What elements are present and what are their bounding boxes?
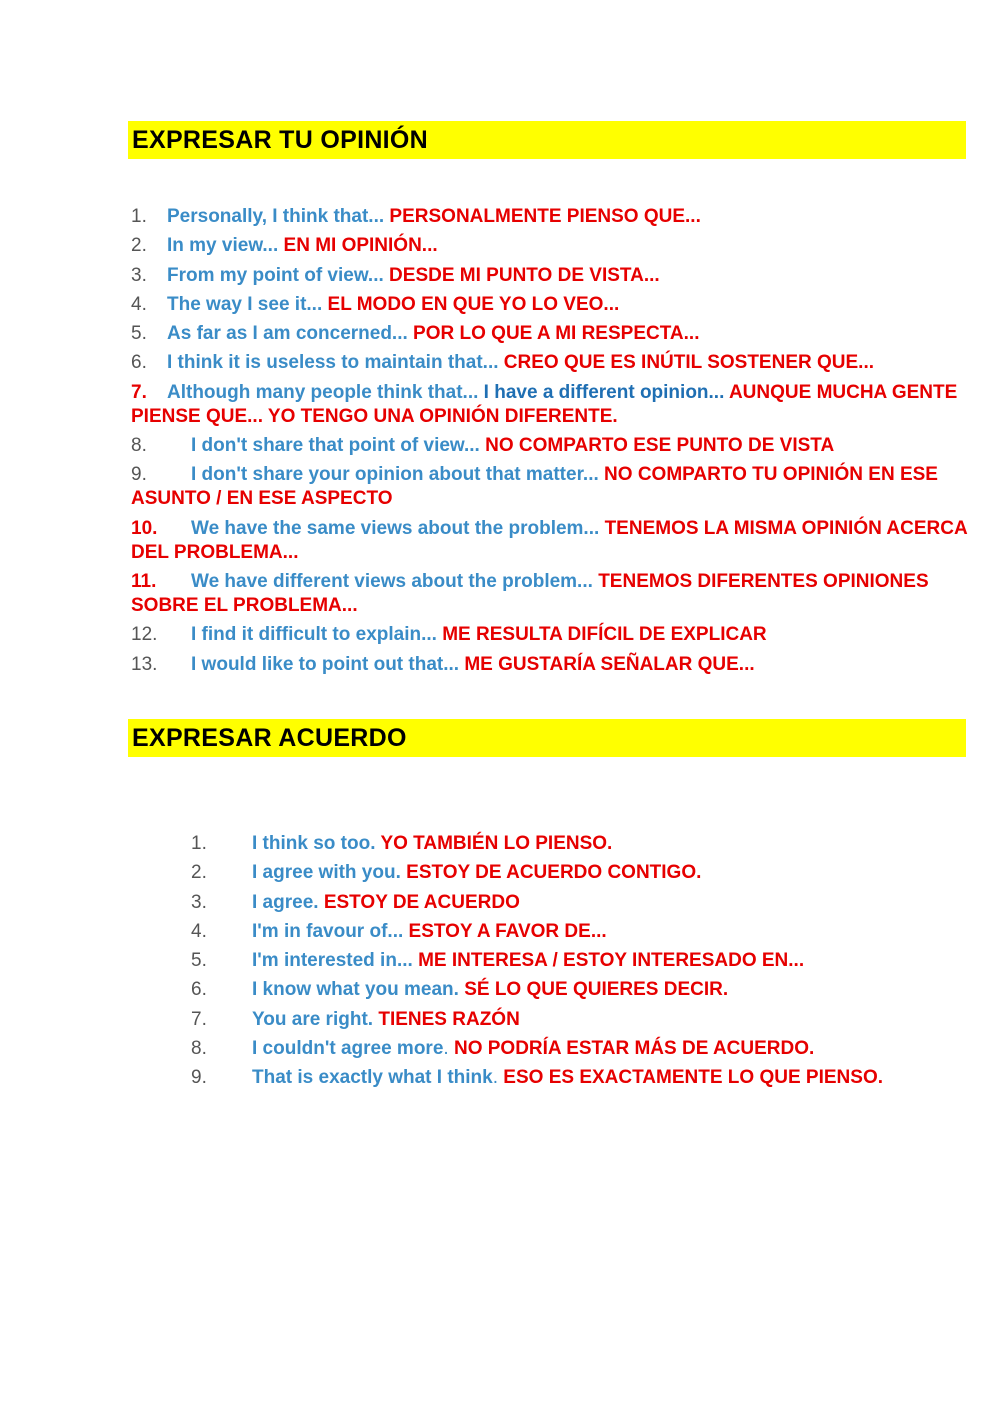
english-phrase: I would like to point out that... xyxy=(191,653,460,675)
item-number: 9. xyxy=(131,464,147,486)
item-number: 10. xyxy=(131,517,158,539)
spanish-translation: AUNQUE MUCHA GENTE PIENSE QUE... YO TENGO UNA OPINIÓN DIFERENTE. xyxy=(131,381,958,427)
item-number: 6. xyxy=(191,979,207,1001)
agreement-list xyxy=(191,832,971,1096)
item-number: 2. xyxy=(131,235,147,257)
opinion-list xyxy=(131,205,971,682)
item-number: 4. xyxy=(191,920,207,942)
list-item xyxy=(131,570,971,618)
spanish-translation: ME RESULTA DIFÍCIL DE EXPLICAR xyxy=(442,624,767,646)
english-phrase: I know what you mean. xyxy=(252,979,459,1001)
english-phrase: I'm interested in... xyxy=(252,950,413,972)
item-number: 2. xyxy=(191,862,207,884)
spanish-translation: CREO QUE ES INÚTIL SOSTENER QUE... xyxy=(503,352,874,374)
list-item xyxy=(131,517,971,565)
section-title-agreement: EXPRESAR ACUERDO xyxy=(128,719,966,757)
list-item xyxy=(131,463,971,511)
spanish-translation: ESO ES EXACTAMENTE LO QUE PIENSO. xyxy=(503,1067,883,1089)
english-phrase: From my point of view... xyxy=(167,264,384,286)
english-phrase: I couldn't agree more xyxy=(252,1038,444,1060)
list-item xyxy=(191,832,971,856)
spanish-translation: TENEMOS LA MISMA OPINIÓN ACERCA DEL PROBLEMA... xyxy=(131,517,967,563)
spanish-translation: YO TAMBIÉN LO PIENSO. xyxy=(380,833,613,854)
item-number: 3. xyxy=(131,264,147,286)
spanish-translation: NO COMPARTO ESE PUNTO DE VISTA xyxy=(485,435,835,457)
english-phrase: You are right. xyxy=(252,1008,374,1030)
english-phrase: I agree with you. xyxy=(252,862,401,884)
list-item xyxy=(191,891,971,915)
english-phrase: Although many people think that... xyxy=(167,381,479,403)
spanish-translation: ESTOY A FAVOR DE... xyxy=(408,920,607,942)
english-phrase: I agree. xyxy=(252,891,319,913)
item-number: 7. xyxy=(191,1008,207,1030)
spanish-translation: TIENES RAZÓN xyxy=(378,1008,520,1030)
spanish-translation: EL MODO EN QUE YO LO VEO... xyxy=(327,293,620,315)
english-phrase: I don't share your opinion about that matter... xyxy=(191,464,599,486)
english-phrase: We have the same views about the problem... xyxy=(191,517,600,539)
list-item xyxy=(131,322,971,346)
item-number: 12. xyxy=(131,624,158,646)
spanish-translation: ESTOY DE ACUERDO CONTIGO. xyxy=(406,862,702,884)
spanish-translation: PERSONALMENTE PIENSO QUE... xyxy=(389,206,701,227)
english-phrase-continued: I have a different opinion... xyxy=(483,381,725,403)
spanish-translation: SÉ LO QUE QUIERES DECIR. xyxy=(464,979,729,1001)
list-item xyxy=(131,653,971,677)
spanish-translation: POR LO QUE A MI RESPECTA... xyxy=(413,323,700,345)
spanish-translation: ME INTERESA / ESTOY INTERESADO EN... xyxy=(418,950,805,972)
english-phrase: I'm in favour of... xyxy=(252,920,404,942)
english-phrase: I don't share that point of view... xyxy=(191,435,480,457)
list-item xyxy=(131,234,971,258)
item-number: 8. xyxy=(191,1038,207,1060)
list-item xyxy=(191,978,971,1002)
english-phrase: As far as I am concerned... xyxy=(167,323,408,345)
list-item xyxy=(191,861,971,885)
english-phrase: I think it is useless to maintain that... xyxy=(167,352,499,374)
item-number: 3. xyxy=(191,891,207,913)
list-item xyxy=(191,1066,971,1090)
item-number: 7. xyxy=(131,381,147,403)
separator: . xyxy=(443,1038,449,1060)
english-phrase: In my view... xyxy=(167,235,279,257)
spanish-translation: NO PODRÍA ESTAR MÁS DE ACUERDO. xyxy=(453,1038,815,1060)
english-phrase: That is exactly what I think xyxy=(252,1067,493,1089)
list-item xyxy=(191,949,971,973)
list-item xyxy=(131,205,971,229)
list-item xyxy=(191,1037,971,1061)
item-number: 6. xyxy=(131,352,147,374)
list-item xyxy=(131,381,971,429)
item-number: 5. xyxy=(191,950,207,972)
english-phrase: I find it difficult to explain... xyxy=(191,624,437,646)
english-phrase: Personally, I think that... xyxy=(167,206,385,227)
list-item xyxy=(131,351,971,375)
item-number: 13. xyxy=(131,653,158,675)
spanish-translation: TENEMOS DIFERENTES OPINIONES SOBRE EL PROBLEMA... xyxy=(131,570,929,616)
item-number: 4. xyxy=(131,293,147,315)
item-number: 1. xyxy=(131,206,147,227)
english-phrase: I think so too. xyxy=(252,833,376,854)
item-number: 9. xyxy=(191,1067,207,1089)
list-item xyxy=(131,293,971,317)
list-item xyxy=(131,434,971,458)
separator: . xyxy=(492,1067,499,1089)
item-number: 8. xyxy=(131,435,147,457)
spanish-translation: ESTOY DE ACUERDO xyxy=(323,891,520,913)
list-item xyxy=(191,920,971,944)
spanish-translation: NO COMPARTO TU OPINIÓN EN ESE ASUNTO / EN ESE ASPECTO xyxy=(131,464,938,510)
spanish-translation: DESDE MI PUNTO DE VISTA... xyxy=(389,264,660,286)
list-item xyxy=(131,623,971,647)
section-title-opinion: EXPRESAR TU OPINIÓN xyxy=(128,121,966,159)
list-item xyxy=(131,264,971,288)
item-number: 5. xyxy=(131,323,147,345)
item-number: 11. xyxy=(131,570,157,592)
english-phrase: We have different views about the problem... xyxy=(191,570,593,592)
spanish-translation: ME GUSTARÍA SEÑALAR QUE... xyxy=(464,653,755,675)
list-item xyxy=(191,1008,971,1032)
spanish-translation: EN MI OPINIÓN... xyxy=(283,235,438,257)
english-phrase: The way I see it... xyxy=(167,293,323,315)
item-number: 1. xyxy=(191,833,207,854)
